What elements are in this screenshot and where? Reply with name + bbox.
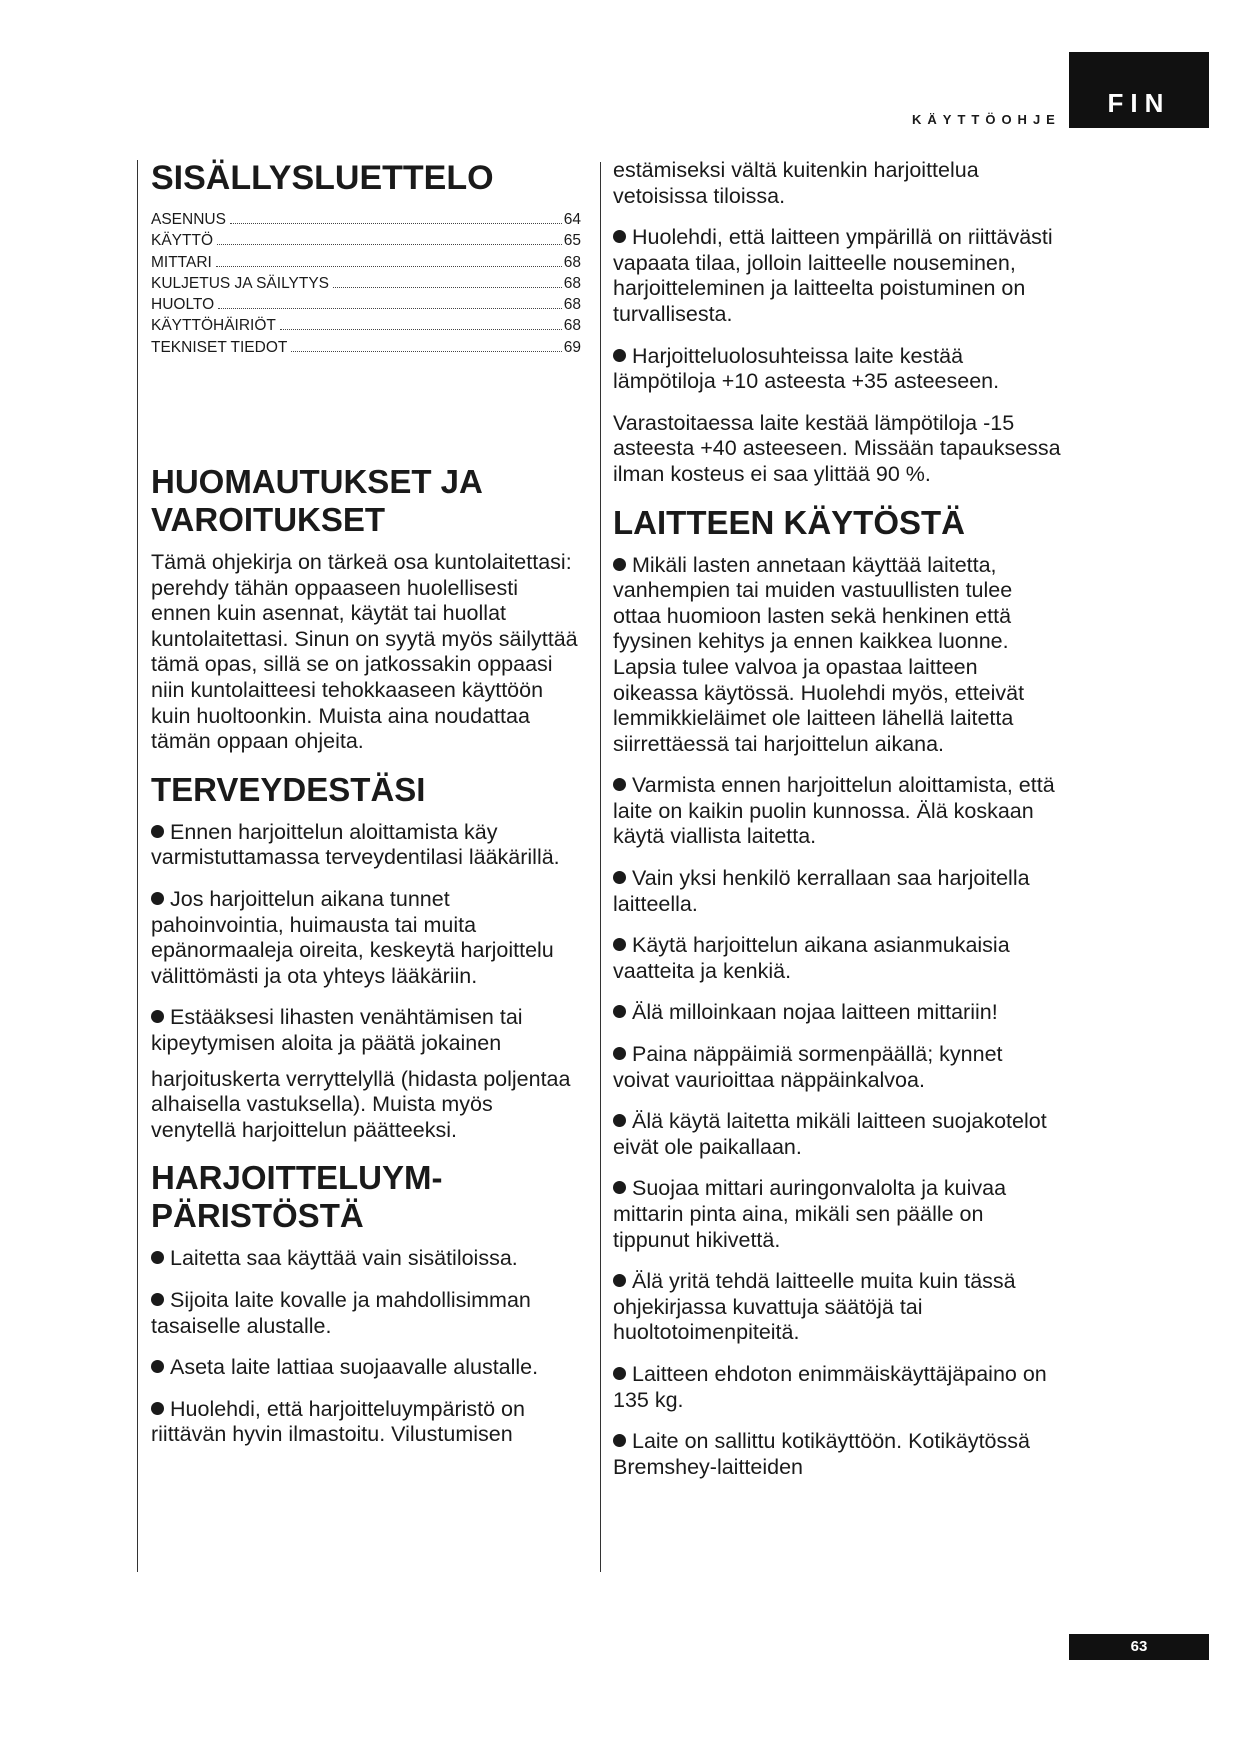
bullet-text: Laitetta saa käyttää vain sisätiloissa. <box>170 1246 518 1271</box>
environment-heading-line1: HARJOITTELUYM- <box>151 1159 443 1197</box>
bullet-text: Harjoitteluolosuhteissa laite kestää lämpötiloja +10 asteesta +35 asteeseen. <box>613 343 1000 394</box>
toc-leader-dots <box>333 287 562 288</box>
usage-bullet <box>613 1429 1063 1480</box>
toc-item-tekniset-tiedot[interactable] <box>151 337 581 358</box>
bullet-icon <box>151 1251 164 1264</box>
toc-item-mittari[interactable] <box>151 252 581 273</box>
toc-item-label: HUOLTO <box>151 296 215 314</box>
toc-item-asennus[interactable] <box>151 209 581 230</box>
bullet-icon <box>151 1402 164 1415</box>
bullet-text: Varmista ennen harjoittelun aloittamista, että laite on kaikin puolin kunnossa. Älä koskaan käytä viallista laitetta. <box>613 773 1055 849</box>
health-bullet <box>151 1005 581 1056</box>
toc-leader-dots <box>218 308 562 309</box>
bullet-icon <box>613 1114 626 1127</box>
usage-bullet <box>613 1362 1063 1413</box>
toc-item-label: MITTARI <box>151 253 212 271</box>
right-column-rule <box>600 162 601 1572</box>
health-continuation: harjoituskerta verryttelyllä (hidasta poljentaa alhaisella vastuksella). Muista myös venytellä harjoittelun päätteeksi. <box>151 1066 571 1142</box>
bullet-icon <box>613 1367 626 1380</box>
bullet-text: Laite on sallittu kotikäyttöön. Kotikäytössä Bremshey-laitteiden <box>613 1429 1030 1479</box>
toc-leader-dots <box>280 329 562 330</box>
toc-item-label: TEKNISET TIEDOT <box>151 338 288 356</box>
bullet-icon <box>151 892 164 905</box>
language-badge: FIN <box>1069 52 1209 128</box>
bullet-icon <box>613 871 626 884</box>
bullet-icon <box>613 938 626 951</box>
usage-bullet <box>613 1176 1063 1253</box>
right-column <box>613 158 1063 1496</box>
bullet-icon <box>613 1047 626 1060</box>
environment-bullet <box>151 1355 581 1381</box>
manual-header-label: KÄYTTÖOHJE <box>912 112 1061 127</box>
toc-item-kayttohairiot[interactable] <box>151 315 581 336</box>
table-of-contents <box>151 209 581 358</box>
bullet-text: Huolehdi, että laitteen ympärillä on riittävästi vapaata tilaa, jolloin laitteelle nouseminen, harjoitteleminen ja laitteelta poistuminen on turvallisesta. <box>613 225 1053 326</box>
bullet-icon <box>151 825 164 838</box>
bullet-text: Mikäli lasten annetaan käyttää laitetta, vanhempien tai muiden vastuullisten tulee ottaa huomioon lasten sekä henkinen että fyysinen kehitys ja ennen kaikkea luonne. Lapsia tulee valvoa ja opastaa laitteen oikeassa käytössä. Huolehdi myös, etteivät lemmikkieläimet ole laitteen lähellä laitetta siirrettäessä tai harjoittelun aikana. <box>613 552 1025 756</box>
usage-bullet <box>613 1042 1063 1093</box>
usage-bullet <box>613 933 1063 984</box>
health-bullet <box>151 887 581 989</box>
bullet-text: Käytä harjoittelun aikana asianmukaisia vaatteita ja kenkiä. <box>613 933 1010 983</box>
toc-item-label: KÄYTTÖ <box>151 232 214 250</box>
bullet-text: Laitteen ehdoton enimmäiskäyttäjäpaino on 135 kg. <box>613 1361 1047 1412</box>
toc-item-page: 68 <box>563 317 581 335</box>
bullet-icon <box>613 1005 626 1018</box>
bullet-text: Sijoita laite kovalle ja mahdollisimman tasaiselle alustalle. <box>151 1287 531 1338</box>
toc-item-page: 65 <box>563 232 581 250</box>
bullet-icon <box>613 778 626 791</box>
toc-item-page: 68 <box>563 296 581 314</box>
toc-item-page: 68 <box>563 274 581 292</box>
usage-bullet <box>613 866 1063 917</box>
left-column-rule <box>137 160 138 1572</box>
bullet-icon <box>613 558 626 571</box>
bullet-icon <box>613 349 626 362</box>
toc-item-label: KÄYTTÖHÄIRIÖT <box>151 317 276 335</box>
toc-item-kuljetus[interactable] <box>151 273 581 294</box>
environment-bullet <box>613 225 1063 327</box>
page-number: 63 <box>1069 1634 1209 1660</box>
toc-leader-dots <box>217 244 562 245</box>
toc-leader-dots <box>216 266 562 267</box>
toc-item-label: KULJETUS JA SÄILYTYS <box>151 274 330 292</box>
usage-heading: LAITTEEN KÄYTÖSTÄ <box>613 503 965 541</box>
environment-bullet <box>151 1397 581 1448</box>
environment-heading-line2: PÄRISTÖSTÄ <box>151 1197 364 1235</box>
usage-bullet <box>613 1109 1063 1160</box>
toc-item-page: 64 <box>563 211 581 228</box>
bullet-icon <box>151 1360 164 1373</box>
bullet-text: Estääksesi lihasten venähtämisen tai kipeytymisen aloita ja päätä jokainen <box>151 1005 523 1055</box>
bullet-text: Älä käytä laitetta mikäli laitteen suojakotelot eivät ole paikallaan. <box>613 1109 1047 1159</box>
notes-paragraph: Tämä ohjekirja on tärkeä osa kuntolaitettasi: perehdy tähän oppaaseen huolellisesti ennen kuin asennat, käytät tai huollat kuntolaitettasi. Sinun on syytä myös säilyttää tämä opas, sillä se on jatkossakin oppaasi niin kuntolaitteesi tehokkaaseen käyttöön kuin huoltoonkin. Muista aina noudattaa tämän oppaan ohjeita. <box>151 550 578 754</box>
bullet-text: Huolehdi, että harjoitteluympäristö on riittävän hyvin ilmastoitu. Vilustumisen <box>151 1396 525 1447</box>
environment-bullet <box>613 344 1063 395</box>
bullet-icon <box>151 1293 164 1306</box>
bullet-icon <box>613 1434 626 1447</box>
usage-bullet <box>613 553 1063 758</box>
toc-item-label: ASENNUS <box>151 211 226 228</box>
toc-item-huolto[interactable] <box>151 294 581 315</box>
health-heading: TERVEYDESTÄSI <box>151 770 426 808</box>
usage-bullet <box>613 1000 1063 1026</box>
usage-bullet <box>613 1269 1063 1346</box>
bullet-text: Aseta laite lattiaa suojaavalle alustalle. <box>170 1355 539 1380</box>
toc-leader-dots <box>230 223 562 224</box>
notes-heading: HUOMAUTUKSET JA VAROITUKSET <box>151 463 482 539</box>
bullet-icon <box>613 230 626 243</box>
bullet-text: Jos harjoittelun aikana tunnet pahoinvointia, huimausta tai muita epänormaaleja oireita, keskeytä harjoittelu välittömästi ja ota yhteys lääkäriin. <box>151 887 554 988</box>
bullet-icon <box>151 1010 164 1023</box>
environment-continuation: estämiseksi vältä kuitenkin harjoittelua vetoisissa tiloissa. <box>613 158 979 208</box>
left-column <box>151 158 581 1464</box>
bullet-text: Paina näppäimiä sormenpäällä; kynnet voivat vaurioittaa näppäinkalvoa. <box>613 1042 1003 1092</box>
bullet-text: Älä yritä tehdä laitteelle muita kuin tässä ohjekirjassa kuvattuja säätöjä tai huoltotoimenpiteitä. <box>613 1269 1016 1345</box>
usage-bullet <box>613 773 1063 850</box>
toc-title: SISÄLLYSLUETTELO <box>151 159 494 197</box>
bullet-icon <box>613 1181 626 1194</box>
bullet-icon <box>613 1274 626 1287</box>
storage-paragraph: Varastoitaessa laite kestää lämpötiloja -15 asteesta +40 asteeseen. Missään tapauksessa ilman kosteus ei saa ylittää 90 %. <box>613 410 1061 486</box>
environment-bullet <box>151 1246 581 1272</box>
toc-item-page: 69 <box>563 338 581 356</box>
toc-item-kaytto[interactable] <box>151 230 581 251</box>
environment-bullet <box>151 1288 581 1339</box>
toc-item-page: 68 <box>563 253 581 271</box>
health-bullet <box>151 820 581 871</box>
bullet-text: Ennen harjoittelun aloittamista käy varmistuttamassa terveydentilasi lääkärillä. <box>151 819 560 870</box>
bullet-text: Suojaa mittari auringonvalolta ja kuivaa mittarin pinta aina, mikäli sen päälle on tippunut hikivettä. <box>613 1176 1007 1252</box>
toc-leader-dots <box>291 351 561 352</box>
bullet-text: Älä milloinkaan nojaa laitteen mittariin! <box>632 1000 998 1025</box>
bullet-text: Vain yksi henkilö kerrallaan saa harjoitella laitteella. <box>613 866 1030 916</box>
